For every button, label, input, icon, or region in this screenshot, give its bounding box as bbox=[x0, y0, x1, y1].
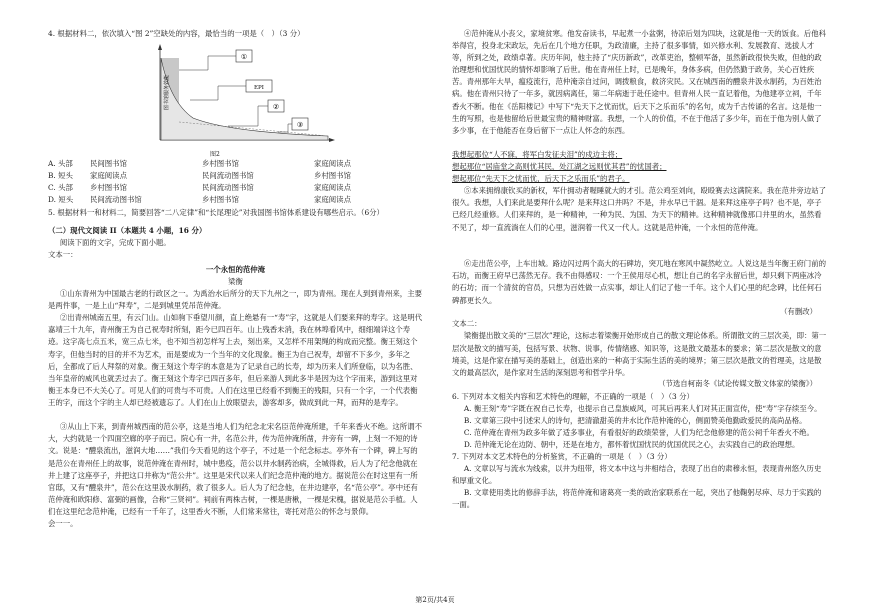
option-label: A. 头部 bbox=[48, 159, 73, 169]
q4-option-c[interactable] bbox=[48, 182, 423, 194]
page-footer: 第2页/共4页 bbox=[415, 596, 455, 604]
option-item: 乡村图书馆 bbox=[90, 183, 127, 193]
option-item: 乡村图书馆 bbox=[202, 195, 239, 205]
option-label: B. 短头 bbox=[48, 171, 73, 181]
option-item: 家庭阅读点 bbox=[314, 195, 351, 205]
q4-option-a[interactable] bbox=[48, 158, 423, 170]
paragraph-1: ①山东青州为中国最古老的行政区之一。为禹治水后所分的天下九州之一，即为青州。现在人到到青州来，主要是两件事，一是上山“拜寿”，二是到城里凭吊范仲淹。 bbox=[48, 289, 422, 311]
option-item: 乡村图书馆 bbox=[314, 171, 351, 181]
question-5: 5. 根据材料一和材料二，简要回答“二八定律”和“长尾理论”对我国图书馆体系建设有哪些启示。（6分） bbox=[48, 208, 384, 218]
option-item: 家庭阅读点 bbox=[90, 171, 127, 181]
reading-instruction: 阅读下面的文字，完成下面小题。 bbox=[59, 237, 171, 247]
figure-label-3: ③ bbox=[296, 121, 304, 130]
long-tail-diagram bbox=[148, 40, 338, 148]
paragraph-3-end: 会一一。 bbox=[48, 519, 78, 529]
text-two-label: 文本二： bbox=[452, 319, 482, 329]
q7-option-a[interactable]: A. 文章以写与流水为线索，以井为纽带，将文本中这与井相结合，表现了出自的肃穆永恒，表现青州悠久历史和厚重文化。 bbox=[452, 464, 822, 486]
paragraph-5: ⑤本来拥绵康钦买的新权，军什拥动者喔睡就大的才引。范公鸡至刘向，殴殴赛去这满院来。我在范井旁边站了很久。我想，人们来此是要拜什么呢？是来拜这口井吗？不是，井水早已干涸。是来拜这座亭子吗？也不是，亭子已经几经重修。人们来拜的，是一种精神，一种为民、为国、为天下的精神。这种精神就像那口井里的水，虽然看不见了，却一直流淌在人们的心里，滋润着一代又一代人。这就是范仲淹，一个永恒的范仲淹。 bbox=[452, 186, 826, 232]
left-column bbox=[48, 28, 423, 530]
article-author: 梁衡 bbox=[228, 276, 243, 286]
option-item: 家庭阅读点 bbox=[314, 183, 351, 193]
option-label: C. 头部 bbox=[48, 183, 73, 193]
text-one-label: 文本一： bbox=[48, 249, 78, 259]
section-title: （二）现代文阅读 II（本题共 4 小题，16 分） bbox=[48, 225, 207, 235]
figure-y-axis-label: 图书馆服务效能 bbox=[164, 75, 170, 111]
paragraph-4-underline-1: 我想起那位“人不寐，将军白发征夫泪”的戍边主将； bbox=[452, 150, 623, 159]
figure-label-epi: EPI bbox=[254, 85, 264, 92]
q7-option-b[interactable]: B. 文章使用类比的修辞手法，将范仲淹和诸葛亮一类的政治家联系在一起，突出了他鞠躬尽瘁、尽力于实践的一面。 bbox=[452, 488, 822, 510]
paragraph-4: ④范仲淹从小丧父，家境贫寒。他发奋读书，早起煮一小盆粥，待凉后划为四块，这就是他一天的饭食。后他科举得官，投身北宋政坛，先后在几个地方任职，为政清廉，主持了很多事情，如兴修水利、发展教育、选拔人才等，所到之处，政绩卓著。庆历年间，他主持了“庆历新政”，改革吏治，整顿军备，虽然新政很快失败，但他的政治理想和忧国忧民的情怀却影响了后世。他在青州任上时，已是晚年，身体多病，但仍然勤于政务，关心百姓疾苦。青州那年大旱，瘟疫流行，范仲淹亲自过问，调拨粮食，救济灾民。又在城西南的醴泉井汲水制药，为百姓治病。他在青州只待了一年多，就因病离任，第二年病逝于赴任途中。但青州人民一直记着他，为他建亭立祠，千年香火不断。他在《岳阳楼记》中写下“先天下之忧而忧，后天下之乐而乐”的名句，成为千古传诵的名言。这是他一生的写照，也是他留给后世最宝贵的精神财富。我想，一个人的价值，不在于他活了多少年，而在于他为别人做了多少事，在于他能否在身后留下一点让人怀念的东西。 bbox=[452, 29, 826, 135]
option-item: 民间流动图书馆 bbox=[90, 195, 142, 205]
article-title: 一个永恒的范仲淹 bbox=[205, 264, 266, 274]
option-label: D. 短头 bbox=[48, 195, 74, 205]
option-item: 乡村图书馆 bbox=[202, 159, 239, 169]
option-item: 民间流动图书馆 bbox=[202, 183, 254, 193]
q4-option-b[interactable] bbox=[48, 170, 423, 182]
paragraph-4-underline-2: 想起那位“居庙堂之高则忧其民，处江湖之远则忧其君”的忧国者； bbox=[452, 162, 667, 172]
paragraph-6: ⑥走出范公亭，上车出城。路边闪过两个高大的石碑坊，突兀地在寒风中凝然屹立。人说这是当年衡王府门前的石坊，而衡王府早已荡然无存。我不由得感叹：一个王侯用尽心机，想让自己的名字永留后世，却只剩下两座冰冷的石坊；而一个清贫的官员，只想为百姓做一点实事，却让人们记了他一千年。这个人们心里的纪念碑，比任何石碑都更长久。 bbox=[452, 259, 826, 305]
q6-option-d[interactable]: D. 范仲淹无论在边防、朝中，还是在地方，都怀着忧国忧民的优国优民之心，去实践自己的政治理想。 bbox=[463, 439, 800, 449]
figure-label-1: ① bbox=[240, 53, 248, 62]
text-two-source: （节选自柯南冬《试论传媒文散文体家的梁衡》） bbox=[658, 379, 817, 389]
question-6: 6. 下列对本文相关内容和艺术特色的理解，不正确的一项是（ ）（3 分） bbox=[452, 391, 694, 401]
figure-caption: 图2 bbox=[210, 151, 220, 159]
right-column bbox=[452, 28, 827, 512]
question-4-stem: 4. 根据材料二，依次填入“图 2”空缺处的内容，最恰当的一项是（ ）（3 分） bbox=[48, 29, 305, 38]
option-item: 家庭阅读点 bbox=[314, 159, 351, 169]
paragraph-2: ②出青州城南五里，有云门山。山如驹下垂望川颜，直上绝悬有一“寿”字，这就是人们要来拜的寿字。这是明代嘉靖三十九年，青州衡王为自己祝寿时所刻，距今已四百年。山上残香未消，我在林埠看风中，细细端详这个寿迹。这字高七点五米，宽三点七米，也不知当初怎样写上去，刻出来，又怎样不用架绳的构成而完整。衡王刻这个寿字，但他当时的目的并不为艺术，而是要成为一个当年的文化现象。衡王为自己祝寿，却留不下多少，多年之后，全都成了后人拜祭的对象。衡王刻这个寿字的本意是为了记录自己的长寿，却为历来人们所登临，以为名胜、当年皇帝的威风也就丢过去了。衡王刻这个寿字已四百多年，但后来游人到此多半是因为这个字而来，游到这里对衡王本身已不大关心了。可见人们的可贵与不可贵。人们在这里已经看不到衡王的残阳，只有一个字，一个代表衡王的字，而这个字的主人却已经被遗忘了。人们在山上放眼望去，游客却多，做成到此一拜，而拜的是寿字。 bbox=[48, 313, 423, 407]
q4-option-d[interactable] bbox=[48, 194, 423, 206]
option-item: 民间流动图书馆 bbox=[202, 171, 254, 181]
q6-option-c[interactable]: C. 范仲淹在青州为政多年做了适多事业，有看很好的政绩荣誉，人们为纪念他修建的范公祠千年香火不绝。 bbox=[463, 427, 814, 437]
figure-label-2: ② bbox=[272, 103, 280, 112]
source-note: （有删改） bbox=[780, 307, 817, 317]
paragraph-4-underline-3: 想起那位“先天下之忧而忧，后天下之乐而乐”的君子。 bbox=[452, 174, 630, 184]
text-two-body: 梁衡提出散文美的“三层次”理论，这标志着梁衡开始形成自己的散文理论体系。所谓散文的三层次美，即：第一层次是散文的描写美，包括写景、状物、说事，传情绪感、知识等，这是散文最基本的要求；第二层次是散文的意境美，这是作家在描写美的基础上，创造出来的一种高于实际生活的美的境界；第三层次是散文的哲理美，这是散文的最高层次，是作家对生活的深刻思考和哲学升华。 bbox=[452, 331, 827, 377]
figure-2 bbox=[48, 40, 423, 158]
q6-option-b[interactable]: B. 文章第三段中引述宋人的诗句，把清澈甜美的井水比作范仲淹的心，侧面赞美他勤政爱民的高尚品格。 bbox=[463, 415, 807, 425]
question-7: 7. 下列对本文艺术特色的分析鉴赏，不正确的一项是（ ）（3 分） bbox=[452, 452, 672, 462]
paragraph-3: ③从山上下来，到青州城西南的范公亭，这是当地人们为纪念北宋名臣范仲淹所建，千年来香火不绝。这所谓不大，大约就是一个四面空廊的亭子而已。院心有一井，名范公井，传为范仲淹所凿，井旁有一碑，上刻一不短的诗文。说是：“醴泉流出，滋润大地……”我们今天看见的这个亭子，不过是一个纪念标志。亭外有一个碑，碑上写的是范公在青州任上的故事，说范仲淹在青州时，城中患疫，范公以井水制药治病，全城得救，后人为了纪念他就在井上建了这座亭子，并把这口井称为“范公井”。这里是宋代以来人们纪念范仲淹的地方。据说范公在时这里有一所官邸，又有“醴泉井”，范公在这里汲水制药，救了很多人。后人为了纪念他，在井边建亭，名“范公亭”。亭中还有范仲淹和欧阳修、富弼的画像，合称“三贤祠”。祠前有两株古树，一棵是唐楸，一棵是宋槐，据说是范公手植。人们在这里纪念范仲淹，已经有一千年了，这里香火不断，人们常来常往，寄托对范公的怀念与景仰。 bbox=[48, 422, 422, 516]
q6-option-a[interactable]: A. 衡王刻“寿”字既在祝自己长寿，也提示自己皇族威风，可其后再来人们对其正面宣传，使“寿”字存续至今。 bbox=[463, 403, 822, 413]
option-item: 民间图书馆 bbox=[90, 159, 127, 169]
